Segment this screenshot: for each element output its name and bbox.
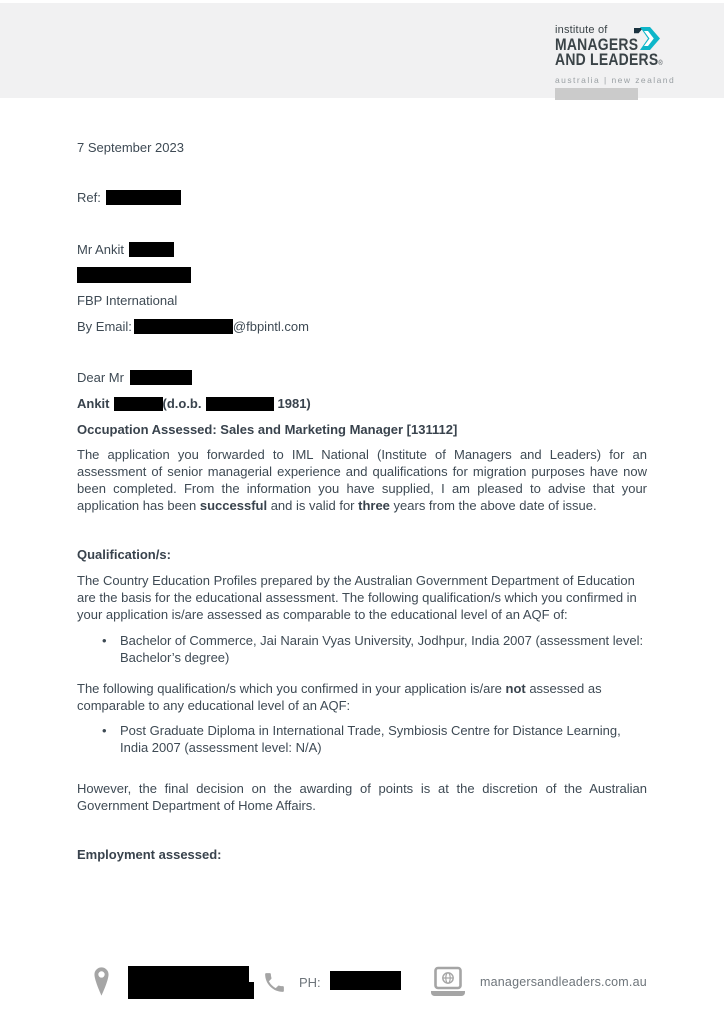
redaction-box-ref: [106, 190, 181, 205]
list-item: • Bachelor of Commerce, Jai Narain Vyas University, Jodhpur, India 2007 (assessment level: Bachelor’s degree): [77, 632, 647, 666]
redaction-box-address: [77, 267, 191, 283]
phone-handset-icon: [262, 970, 287, 995]
recipient-name: Mr Ankit: [77, 242, 124, 257]
email-domain: @fbpintl.com: [232, 319, 309, 334]
list-item: • Post Graduate Diploma in International Trade, Symbiosis Centre for Distance Learning, India 2007 (assessment level: N/A): [77, 722, 647, 756]
registered-trademark: ®: [658, 60, 663, 67]
salutation: Dear Mr: [77, 370, 124, 385]
company-line: FBP International: [77, 293, 178, 308]
iml-logo: [555, 24, 705, 100]
ref-label: Ref:: [77, 190, 101, 205]
letter-footer: [0, 958, 724, 1014]
assessed-qualifications-list: [77, 632, 647, 666]
logo-institute-of: institute of: [555, 24, 608, 36]
occupation-heading: Occupation Assessed: Sales and Marketing Manager [131112]: [77, 422, 458, 437]
redaction-box-footer-address-line2: [128, 982, 254, 999]
phone-label: PH:: [299, 975, 321, 990]
logo-and-leaders: AND LEADERS®: [555, 50, 663, 69]
redaction-box-footer-address-line1: [128, 966, 249, 982]
salutation-line: [77, 369, 647, 386]
redaction-box-salutation: [130, 370, 192, 385]
redaction-box-email: [134, 319, 233, 334]
redaction-box-phone-number: [330, 971, 401, 990]
subject-name: Ankit: [77, 396, 110, 411]
ref-line: [77, 189, 647, 206]
email-line: [77, 318, 647, 335]
employment-heading: Employment assessed:: [77, 847, 222, 862]
redaction-box-surname: [129, 242, 174, 257]
letter-body: [0, 98, 724, 863]
iml-chevron-icon: [634, 27, 660, 50]
redaction-box-subject-surname: [114, 397, 163, 411]
subject-line: [77, 395, 647, 412]
not-assessed-qualifications-list: [77, 722, 647, 756]
not-assessed-paragraph: The following qualification/s which you confirmed in your application is/are not assessed as comparable to any educational level of an AQF:: [77, 681, 602, 713]
logo-managers: MANAGERS: [555, 35, 639, 54]
intro-paragraph: The application you forwarded to IML National (Institute of Managers and Leaders) for an assessment of senior managerial experience and qualifications for migration purposes have now been completed. From the information you have supplied, I am pleased to advise that your application has been successful and is valid for three years from the above date of issue.: [77, 447, 647, 513]
subject-dob-year: 1981): [277, 396, 311, 411]
qualifications-heading: Qualification/s:: [77, 547, 171, 562]
education-paragraph: The Country Education Profiles prepared by the Australian Government Department of Education are the basis for the educational assessment. The following qualification/s which you confirmed in your application is/are assessed as comparable to the educational level of an AQF of:: [77, 573, 637, 622]
redaction-box-dob: [206, 397, 274, 411]
however-paragraph: However, the final decision on the awarding of points is at the discretion of the Australian Government Department of Home Affairs.: [77, 781, 647, 813]
email-label: By Email:: [77, 319, 132, 334]
website-url: managersandleaders.com.au: [480, 975, 647, 989]
laptop-globe-icon: [429, 966, 467, 999]
letter-date: 7 September 2023: [77, 140, 184, 155]
location-pin-icon: [93, 966, 110, 997]
logo-tagline: australia | new zealand: [555, 75, 676, 85]
subject-dob-prefix: (d.o.b.: [162, 396, 202, 411]
recipient-line: [77, 241, 647, 258]
